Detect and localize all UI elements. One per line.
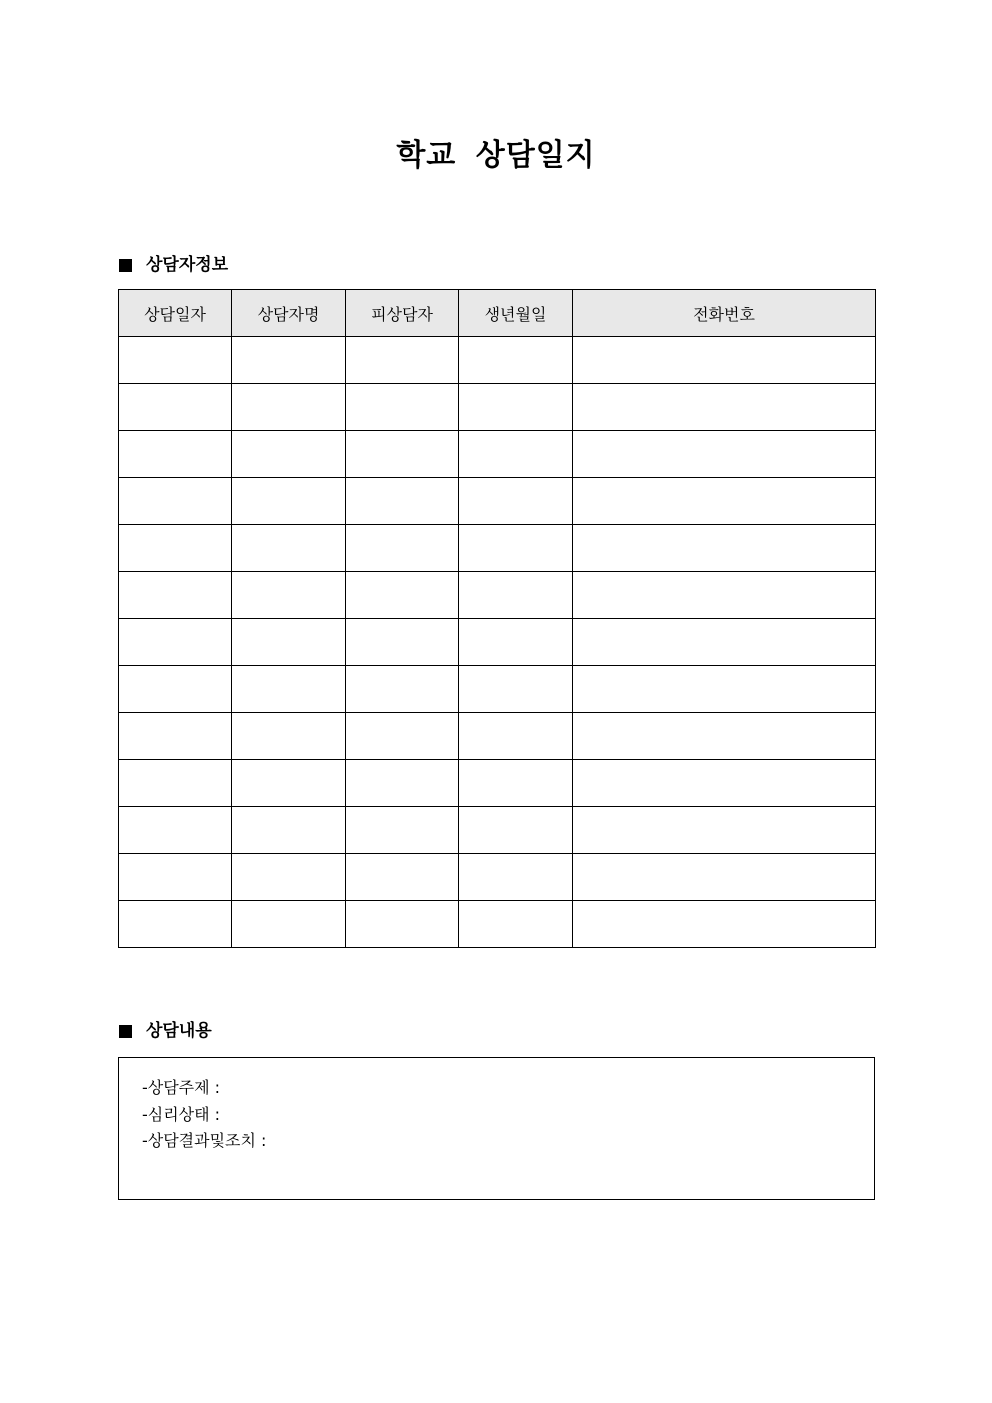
cell-counselee[interactable] [346,384,459,431]
table-row [119,807,876,854]
table-row [119,337,876,384]
cell-date[interactable] [119,384,232,431]
page-title: 학교 상담일지 [396,138,596,173]
square-bullet-icon [119,1025,132,1038]
table-row [119,713,876,760]
cell-date[interactable] [119,337,232,384]
cell-counselee[interactable] [346,760,459,807]
cell-phone[interactable] [573,431,876,478]
cell-counselor[interactable] [232,807,346,854]
cell-birthdate[interactable] [459,713,573,760]
cell-counselee[interactable] [346,431,459,478]
cell-date[interactable] [119,431,232,478]
cell-birthdate[interactable] [459,760,573,807]
cell-birthdate[interactable] [459,478,573,525]
cell-counselor[interactable] [232,384,346,431]
counseling-content-box[interactable] [118,1057,875,1200]
cell-counselor[interactable] [232,572,346,619]
cell-phone[interactable] [573,807,876,854]
column-header-counselee: 피상담자 [346,290,459,337]
cell-counselee[interactable] [346,572,459,619]
cell-counselor[interactable] [232,525,346,572]
cell-birthdate[interactable] [459,384,573,431]
cell-counselor[interactable] [232,901,346,948]
cell-phone[interactable] [573,901,876,948]
cell-date[interactable] [119,572,232,619]
section-heading-counselor-info [119,253,228,277]
cell-date[interactable] [119,901,232,948]
cell-birthdate[interactable] [459,572,573,619]
cell-birthdate[interactable] [459,901,573,948]
cell-counselor[interactable] [232,619,346,666]
cell-phone[interactable] [573,478,876,525]
column-header-birthdate: 생년월일 [459,290,573,337]
table-row [119,901,876,948]
cell-counselee[interactable] [346,525,459,572]
cell-counselor[interactable] [232,431,346,478]
cell-counselee[interactable] [346,666,459,713]
cell-birthdate[interactable] [459,666,573,713]
table-row [119,384,876,431]
table-row [119,619,876,666]
square-bullet-icon [119,259,132,272]
content-lines [142,1075,266,1155]
cell-date[interactable] [119,760,232,807]
cell-date[interactable] [119,713,232,760]
table-row [119,666,876,713]
cell-phone[interactable] [573,666,876,713]
cell-phone[interactable] [573,713,876,760]
content-line-topic: -상담주제 : [142,1078,221,1097]
cell-counselee[interactable] [346,901,459,948]
cell-birthdate[interactable] [459,525,573,572]
section-heading-counseling-content [119,1019,212,1043]
cell-date[interactable] [119,525,232,572]
cell-phone[interactable] [573,525,876,572]
cell-date[interactable] [119,666,232,713]
cell-counselee[interactable] [346,619,459,666]
cell-counselor[interactable] [232,854,346,901]
section-heading-label: 상담자정보 [146,255,229,275]
table-row [119,572,876,619]
cell-counselor[interactable] [232,760,346,807]
cell-counselee[interactable] [346,854,459,901]
cell-counselor[interactable] [232,337,346,384]
cell-phone[interactable] [573,854,876,901]
table-row [119,478,876,525]
cell-phone[interactable] [573,760,876,807]
cell-counselee[interactable] [346,713,459,760]
column-header-date: 상담일자 [119,290,232,337]
table-header-row [119,290,876,337]
cell-birthdate[interactable] [459,337,573,384]
cell-phone[interactable] [573,384,876,431]
cell-counselee[interactable] [346,337,459,384]
cell-counselee[interactable] [346,478,459,525]
cell-date[interactable] [119,854,232,901]
table-row [119,431,876,478]
cell-birthdate[interactable] [459,619,573,666]
cell-counselee[interactable] [346,807,459,854]
content-line-result-action: -상담결과및조치 : [142,1131,267,1150]
content-line-psych-state: -심리상태 : [142,1104,221,1124]
cell-counselor[interactable] [232,478,346,525]
cell-date[interactable] [119,478,232,525]
column-header-counselor: 상담자명 [232,290,346,337]
cell-date[interactable] [119,807,232,854]
cell-phone[interactable] [573,572,876,619]
cell-birthdate[interactable] [459,854,573,901]
cell-counselor[interactable] [232,666,346,713]
cell-birthdate[interactable] [459,807,573,854]
table-row [119,525,876,572]
cell-birthdate[interactable] [459,431,573,478]
cell-date[interactable] [119,619,232,666]
cell-phone[interactable] [573,619,876,666]
cell-counselor[interactable] [232,713,346,760]
table-row [119,760,876,807]
column-header-phone: 전화번호 [573,290,876,337]
counselor-info-table [118,289,876,948]
section-heading-label: 상담내용 [146,1021,212,1041]
table-row [119,854,876,901]
cell-phone[interactable] [573,337,876,384]
